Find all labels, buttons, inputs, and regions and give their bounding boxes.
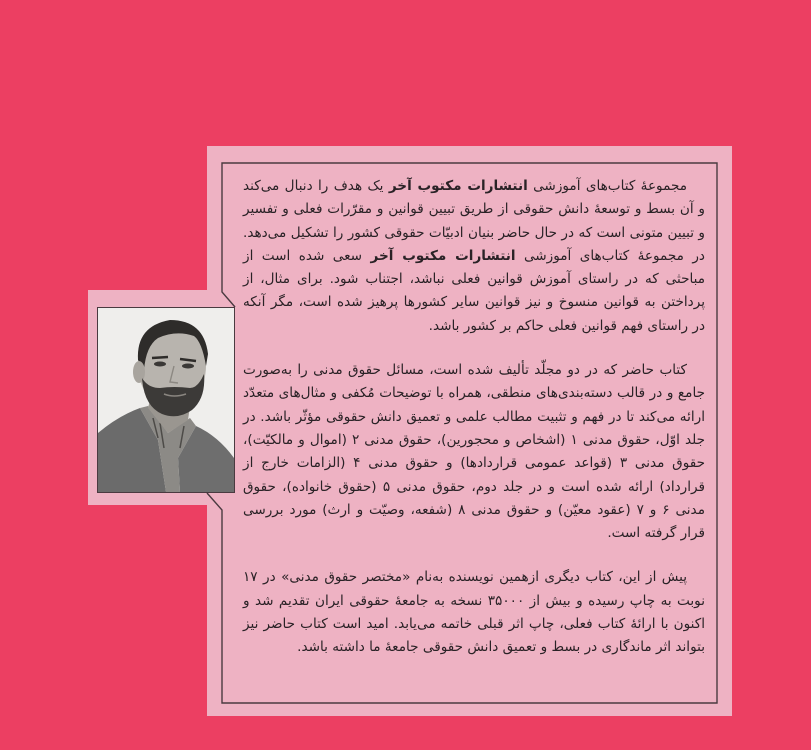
paragraph-book-contents bbox=[243, 359, 705, 545]
paragraph-previous-book bbox=[243, 566, 705, 659]
publisher-name: انتشارات مکتوب آخر bbox=[388, 178, 528, 194]
paragraph-series-goal bbox=[243, 175, 705, 338]
text-segment: پیش از این، کتاب دیگری ازهمین نویسنده به‌نام «مختصر حقوق مدنی» در ۱۷ نوبت به چاپ رسیده و بیش از ۳۵۰۰۰ نسخه به جامعهٔ حقوقی ایران تقدیم شد و اکنون با ارائهٔ کتاب فعلی، چاپ اثر قبلی خاتمه می‌یابد. امید است کتاب حاضر نیز بتواند اثر ماندگاری در بسط و تعمیق دانش حقوقی جامعهٔ ما داشته باشد. bbox=[243, 569, 705, 656]
text-segment: یک هدف را دنبال می‌کند و آن بسط و توسعهٔ دانش حقوقی از طریق تبیین قوانین و مقرّرات فعلی و تفسیر و تبیین متونی است که در حال حاضر بنیان ادبیّات حقوقی کشور را تشکیل می‌دهد. در مجموعهٔ کتاب‌های آموزشی bbox=[243, 178, 705, 264]
description-text bbox=[243, 175, 705, 681]
publisher-name: انتشارات مکتوب آخر bbox=[370, 247, 516, 264]
author-portrait-icon bbox=[98, 308, 234, 492]
author-photo bbox=[97, 307, 235, 493]
text-segment: سعی شده است از مباحثی که در راستای آموزش قوانین فعلی نباشد، اجتناب شود. برای مثال، از پرداختن به قوانین منسوخ و نیز قوانین سایر کشورها پرهیز شده است، مگر آنکه در راستای فهم قوانین فعلی حاکم بر کشور باشد. bbox=[243, 247, 705, 334]
text-segment: کتاب حاضر که در دو مجلّد تألیف شده است، مسائل حقوق مدنی را به‌صورت جامع و در قالب دسته‌بندی‌های منطقی، همراه با توضیحات مُکفی و مثال‌های متعدّد ارائه می‌کند تا در فهم و تثبیت مطالب علمی و تعمیق دانش حقوقی مؤثّر باشد. در جلد اوّل، حقوق مدنی ۱ (اشخاص و محجورین)، حقوق مدنی ۲ (اموال و مالکیّت)، حقوق مدنی ۳ (قواعد عمومی قراردادها) و حقوق مدنی ۴ (الزامات خارج از قرارداد) ارائه شده است و در جلد دوم، حقوق مدنی ۵ (حقوق خانواده)، حقوق مدنی ۶ و ۷ (عقود معیّن) و حقوق مدنی ۸ (شفعه، وصیّت و ارث) مورد بررسی قرار گرفته است. bbox=[243, 362, 706, 542]
text-segment: مجموعهٔ کتاب‌های آموزشی bbox=[527, 178, 687, 194]
